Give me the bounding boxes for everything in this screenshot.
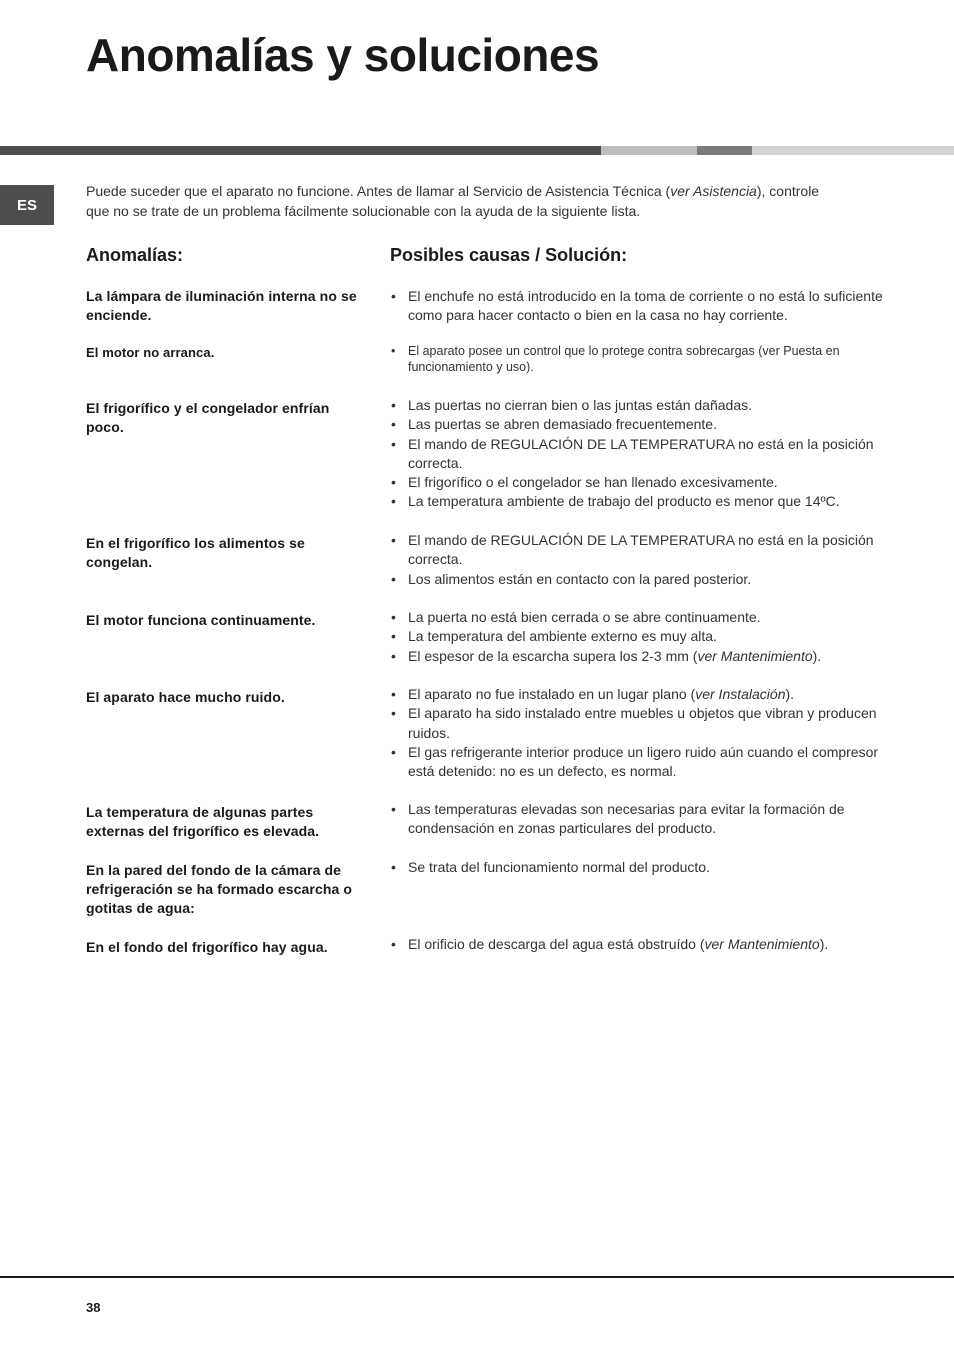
intro-text: Puede suceder que el aparato no funcione. Antes de llamar al Servicio de Asistencia Técnica (: [86, 183, 671, 199]
cause-item: • El mando de REGULACIÓN DE LA TEMPERATURA no está en la posición correcta.: [390, 531, 890, 570]
intro-text-end: ), controle: [756, 183, 820, 199]
cause-item: • El enchufe no está introducido en la toma de corriente o no está lo suficiente como para hacer contacto o bien en la casa no hay corriente.: [390, 287, 890, 326]
cause-item: • La puerta no está bien cerrada o se abre continuamente.: [390, 608, 890, 627]
footer-rule: [0, 1276, 954, 1278]
problem-label: El motor no arranca.: [86, 345, 215, 360]
cause-list: [390, 343, 890, 375]
intro-paragraph: [86, 181, 876, 221]
page-number: 38: [86, 1300, 101, 1315]
language-tab: ES: [0, 185, 54, 225]
problems-heading: Anomalías:: [86, 245, 184, 265]
cause-reference: ver Mantenimiento: [697, 647, 813, 664]
cause-item: • La temperatura del ambiente externo es muy alta.: [390, 627, 890, 646]
problem-label: La lámpara de iluminación interna no se enciende.: [86, 288, 357, 323]
cause-reference: ver Mantenimiento: [704, 936, 820, 952]
header-rule-pale: [752, 146, 954, 155]
cause-item: • El espesor de la escarcha supera los 2-3 mm (ver Mantenimiento).: [390, 647, 890, 666]
cause-item: • El frigorífico o el congelador se han llenado excesivamente.: [390, 473, 890, 492]
header-rule-light: [601, 146, 697, 155]
problem-label: El motor funciona continuamente.: [86, 612, 316, 628]
problem-label: El aparato hace mucho ruido.: [86, 689, 285, 705]
cause-item: • Las puertas se abren demasiado frecuentemente.: [390, 415, 890, 434]
cause-list: [390, 396, 890, 512]
problem-label: La temperatura de algunas partes externas del frigorífico es elevada.: [86, 804, 320, 839]
problem-label: En el fondo del frigorífico hay agua.: [86, 939, 328, 955]
cause-list: [390, 935, 890, 954]
cause-item: • El gas refrigerante interior produce un ligero ruido aún cuando el compresor está detenido: no es un defecto, es normal.: [390, 743, 890, 782]
intro-text-line2: que no se trate de un problema fácilmente solucionable con la ayuda de la siguiente lista.: [86, 203, 641, 219]
cause-list: [390, 685, 890, 781]
page-title: Anomalías y soluciones: [86, 29, 600, 81]
cause-item: • La temperatura ambiente de trabajo del producto es menor que 14ºC.: [390, 492, 890, 511]
cause-list: [390, 531, 890, 589]
cause-reference: ver Instalación: [695, 686, 786, 702]
cause-item: • El aparato ha sido instalado entre muebles u objetos que vibran y producen ruidos.: [390, 704, 890, 743]
cause-item: • El aparato posee un control que lo protege contra sobrecargas (ver Puesta en funcionamiento y uso).: [390, 343, 890, 375]
cause-list: [390, 800, 890, 839]
cause-item: • Se trata del funcionamiento normal del producto.: [390, 858, 890, 877]
header-rule-mid: [697, 146, 752, 155]
header-rule-dark: [0, 146, 601, 155]
problem-label: En el frigorífico los alimentos se congelan.: [86, 535, 305, 570]
cause-list: [390, 287, 890, 326]
problem-label: En la pared del fondo de la cámara de refrigeración se ha formado escarcha o gotitas de agua:: [86, 862, 353, 916]
causes-heading: Posibles causas / Solución:: [390, 245, 628, 265]
cause-item: • El aparato no fue instalado en un lugar plano (ver Instalación).: [390, 685, 890, 704]
cause-item: • Las puertas no cierran bien o las juntas están dañadas.: [390, 396, 890, 415]
cause-list: [390, 608, 890, 666]
cause-list: [390, 858, 890, 877]
intro-reference: ver Asistencia: [670, 183, 757, 199]
cause-item: • Los alimentos están en contacto con la pared posterior.: [390, 570, 890, 589]
cause-item: • El mando de REGULACIÓN DE LA TEMPERATURA no está en la posición correcta.: [390, 435, 890, 474]
problem-label: El frigorífico y el congelador enfrían poco.: [86, 400, 330, 435]
cause-item: • Las temperaturas elevadas son necesarias para evitar la formación de condensación en zonas particulares del producto.: [390, 800, 890, 839]
cause-item: • El orificio de descarga del agua está obstruído (ver Mantenimiento).: [390, 935, 890, 954]
